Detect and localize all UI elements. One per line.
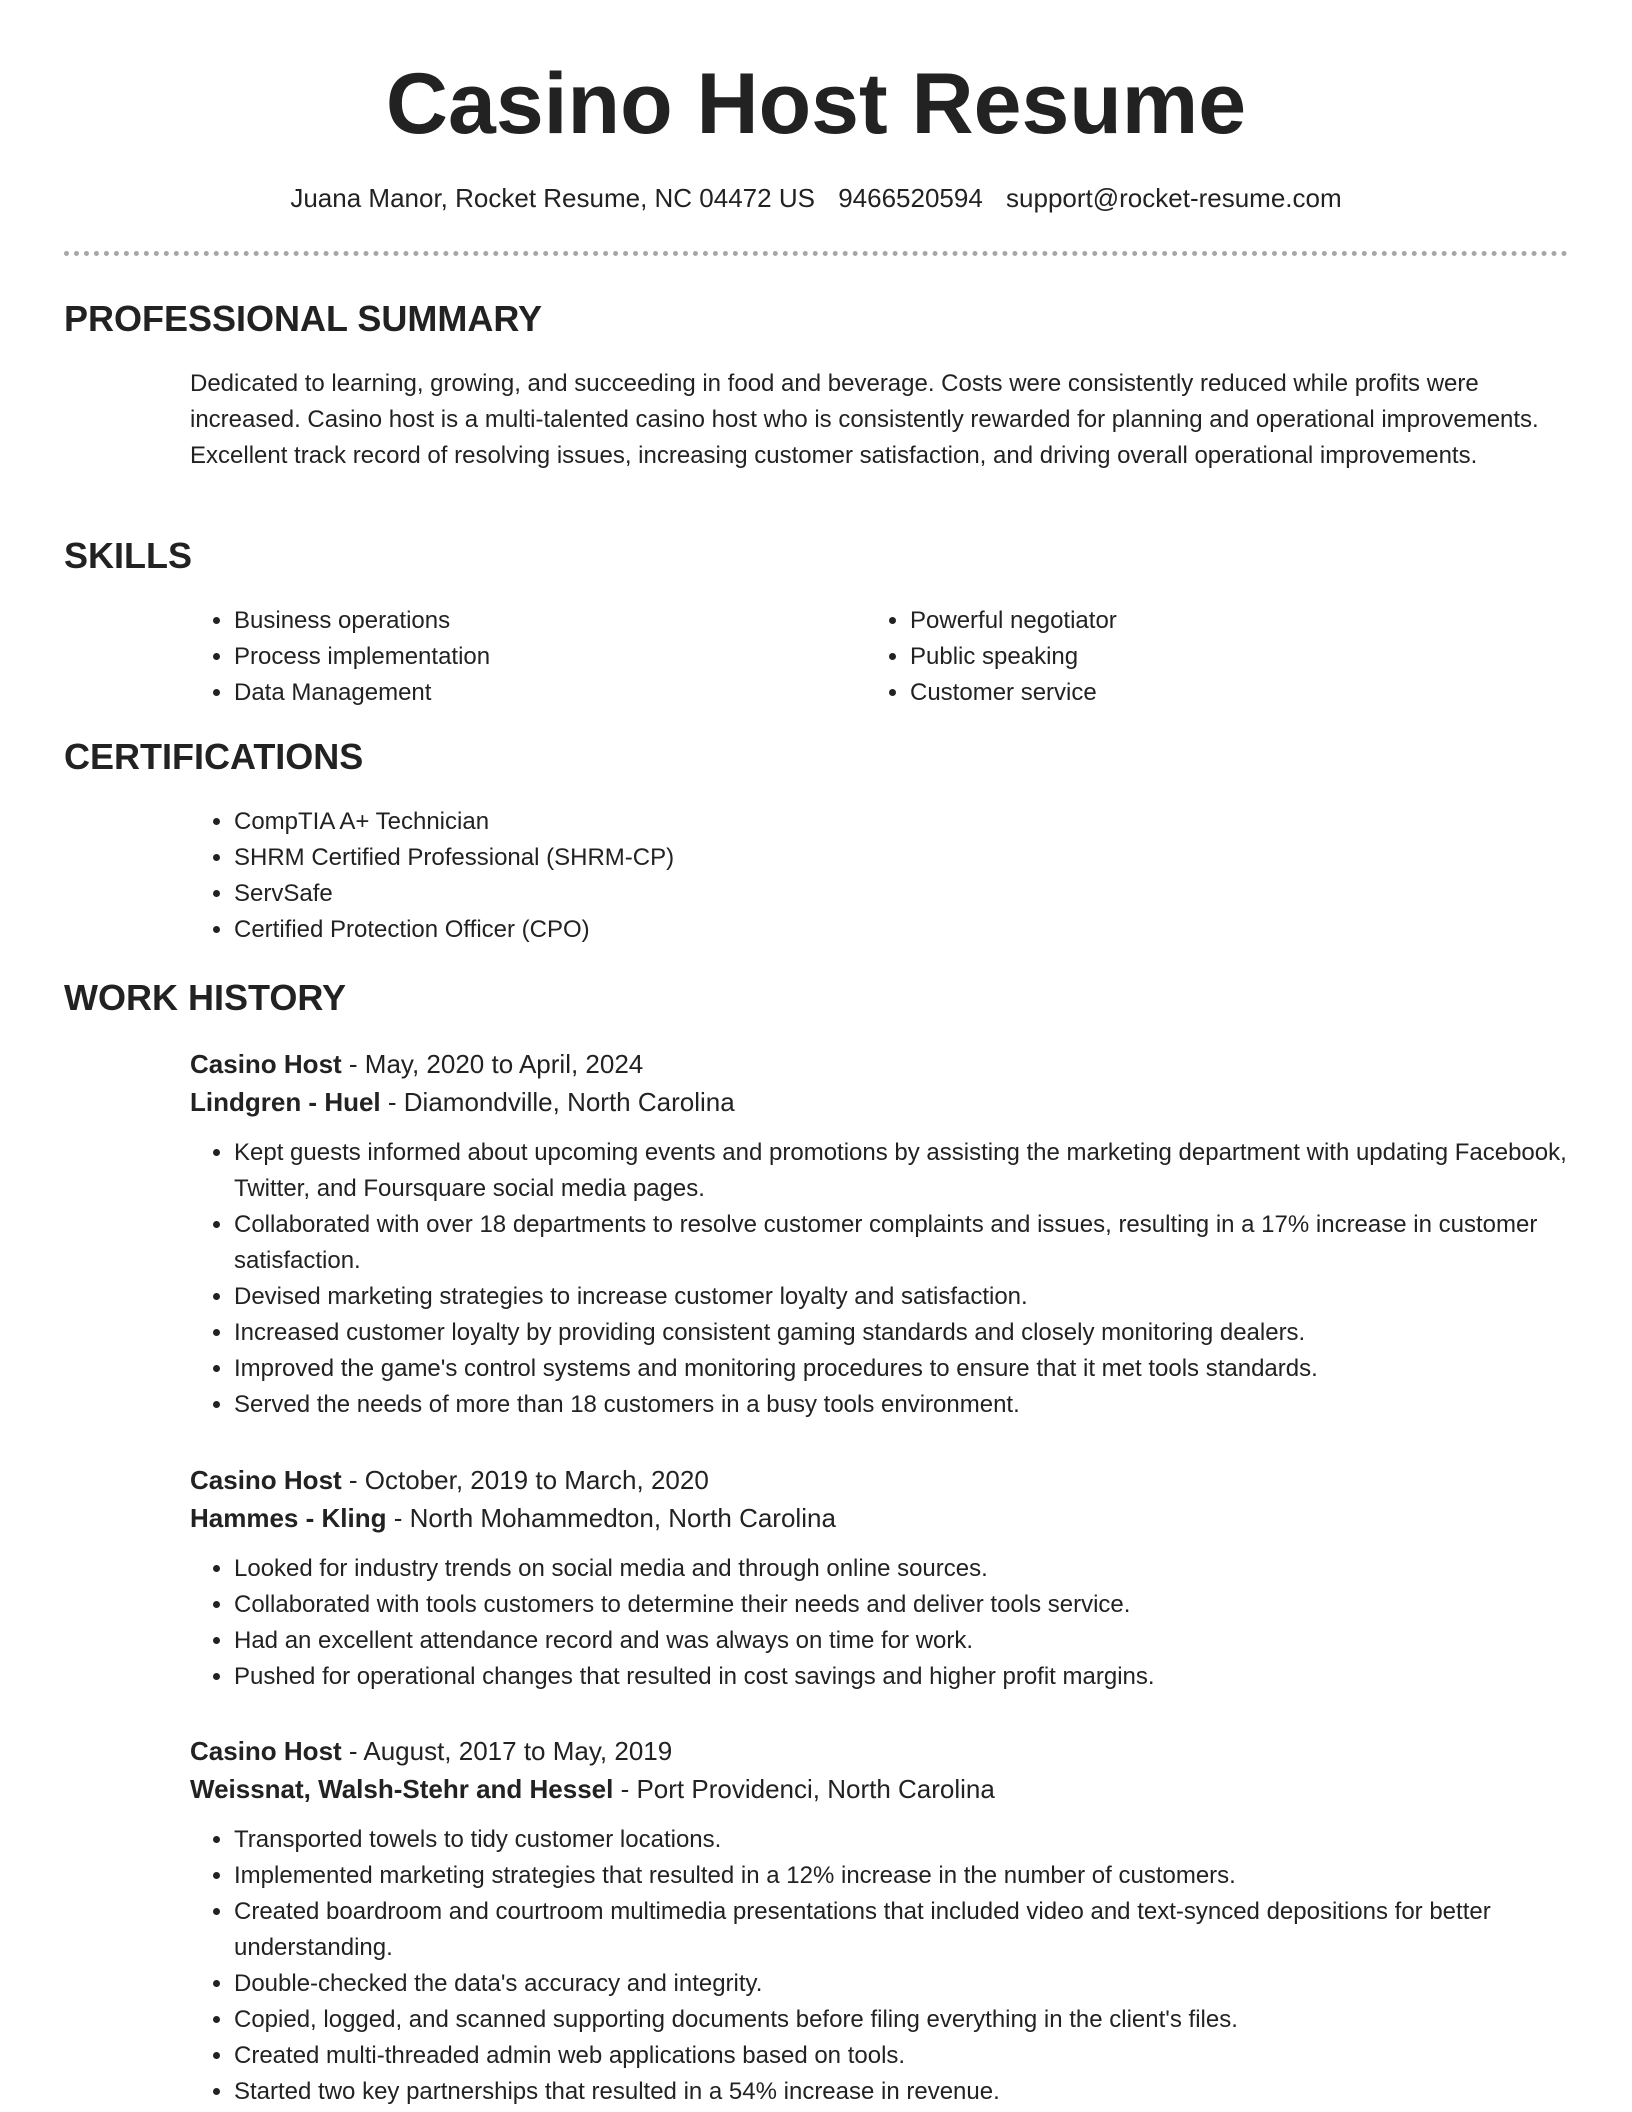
job-title-line: [190, 1045, 1570, 1083]
certifications-list: [190, 804, 1490, 948]
job-bullet: • Created multi-threaded admin web applications based on tools.: [234, 2038, 1570, 2074]
skill-item: • Process implementation: [234, 639, 830, 675]
header-divider: [64, 251, 1568, 256]
summary-text: Dedicated to learning, growing, and succeeding in food and beverage. Costs were consistently reduced while profits were increased. Casino host is a multi-talented casino host who is consistently rewarded for planning and operational improvements. Excellent track record of resolving issues, increasing customer satisfaction, and driving overall operational improvements.: [190, 370, 1539, 469]
job-bullets: [190, 1551, 1570, 1695]
job-location: - Diamondville, North Carolina: [380, 1087, 735, 1117]
resume-title: Casino Host Resume: [385, 56, 1247, 152]
certification-item: • SHRM Certified Professional (SHRM-CP): [234, 840, 1490, 876]
job-entry: [190, 1732, 1570, 2110]
skills-heading: SKILLS: [64, 535, 193, 576]
job-location: - Port Providenci, North Carolina: [613, 1774, 995, 1804]
job-company: Weissnat, Walsh-Stehr and Hessel: [190, 1774, 614, 1804]
job-bullet: • Pushed for operational changes that resulted in cost savings and higher profit margins.: [234, 1659, 1570, 1695]
contact-phone: 9466520594: [838, 183, 983, 213]
job-bullet: • Looked for industry trends on social media and through online sources.: [234, 1551, 1570, 1587]
job-title-line: [190, 1461, 1570, 1499]
contact-email: support@rocket-resume.com: [1006, 183, 1342, 213]
skills-column-right: [866, 603, 1506, 711]
skill-item: • Public speaking: [910, 639, 1506, 675]
skill-item: • Customer service: [910, 675, 1506, 711]
job-bullet: • Kept guests informed about upcoming events and promotions by assisting the marketing department with updating Facebook, Twitter, and Foursquare social media pages.: [234, 1135, 1570, 1207]
job-bullet: • Increased customer loyalty by providing consistent gaming standards and closely monitoring dealers.: [234, 1315, 1570, 1351]
job-dates: - October, 2019 to March, 2020: [341, 1465, 709, 1495]
job-bullet: • Had an excellent attendance record and was always on time for work.: [234, 1623, 1570, 1659]
job-bullet: • Implemented marketing strategies that resulted in a 12% increase in the number of customers.: [234, 1858, 1570, 1894]
contact-info: [0, 180, 1632, 216]
job-bullet: • Devised marketing strategies to increase customer loyalty and satisfaction.: [234, 1279, 1570, 1315]
job-location: - North Mohammedton, North Carolina: [386, 1503, 836, 1533]
skill-item: • Business operations: [234, 603, 830, 639]
certification-item: • ServSafe: [234, 876, 1490, 912]
job-company: Lindgren - Huel: [190, 1087, 381, 1117]
job-title: Casino Host: [190, 1736, 342, 1766]
skill-item: • Powerful negotiator: [910, 603, 1506, 639]
work-history-heading: WORK HISTORY: [64, 977, 347, 1018]
job-bullet: • Collaborated with tools customers to determine their needs and deliver tools service.: [234, 1587, 1570, 1623]
job-title-line: [190, 1732, 1570, 1770]
contact-address: Juana Manor, Rocket Resume, NC 04472 US: [290, 183, 815, 213]
job-company-line: [190, 1770, 1570, 1808]
job-company-line: [190, 1499, 1570, 1537]
job-bullet: • Double-checked the data's accuracy and integrity.: [234, 1966, 1570, 2002]
certification-item: • CompTIA A+ Technician: [234, 804, 1490, 840]
job-entry: [190, 1045, 1570, 1423]
job-bullet: • Created boardroom and courtroom multimedia presentations that included video and text-synced depositions for better understanding.: [234, 1894, 1570, 1966]
job-bullets: [190, 1822, 1570, 2110]
job-bullet: • Copied, logged, and scanned supporting documents before filing everything in the client's files.: [234, 2002, 1570, 2038]
job-company-line: [190, 1083, 1570, 1121]
job-dates: - May, 2020 to April, 2024: [341, 1049, 644, 1079]
job-title: Casino Host: [190, 1049, 342, 1079]
certification-item: • Certified Protection Officer (CPO): [234, 912, 1490, 948]
skill-item: • Data Management: [234, 675, 830, 711]
summary-heading: PROFESSIONAL SUMMARY: [64, 298, 543, 339]
certifications-heading: CERTIFICATIONS: [64, 736, 364, 777]
job-bullets: [190, 1135, 1570, 1423]
job-bullet: • Improved the game's control systems and monitoring procedures to ensure that it met tools standards.: [234, 1351, 1570, 1387]
job-entry: [190, 1461, 1570, 1695]
job-dates: - August, 2017 to May, 2019: [341, 1736, 673, 1766]
job-title: Casino Host: [190, 1465, 342, 1495]
job-company: Hammes - Kling: [190, 1503, 387, 1533]
job-bullet: • Started two key partnerships that resulted in a 54% increase in revenue.: [234, 2074, 1570, 2110]
skills-column-left: [190, 603, 830, 711]
job-bullet: • Transported towels to tidy customer locations.: [234, 1822, 1570, 1858]
job-bullet: • Collaborated with over 18 departments to resolve customer complaints and issues, resulting in a 17% increase in customer satisfaction.: [234, 1207, 1570, 1279]
job-bullet: • Served the needs of more than 18 customers in a busy tools environment.: [234, 1387, 1570, 1423]
